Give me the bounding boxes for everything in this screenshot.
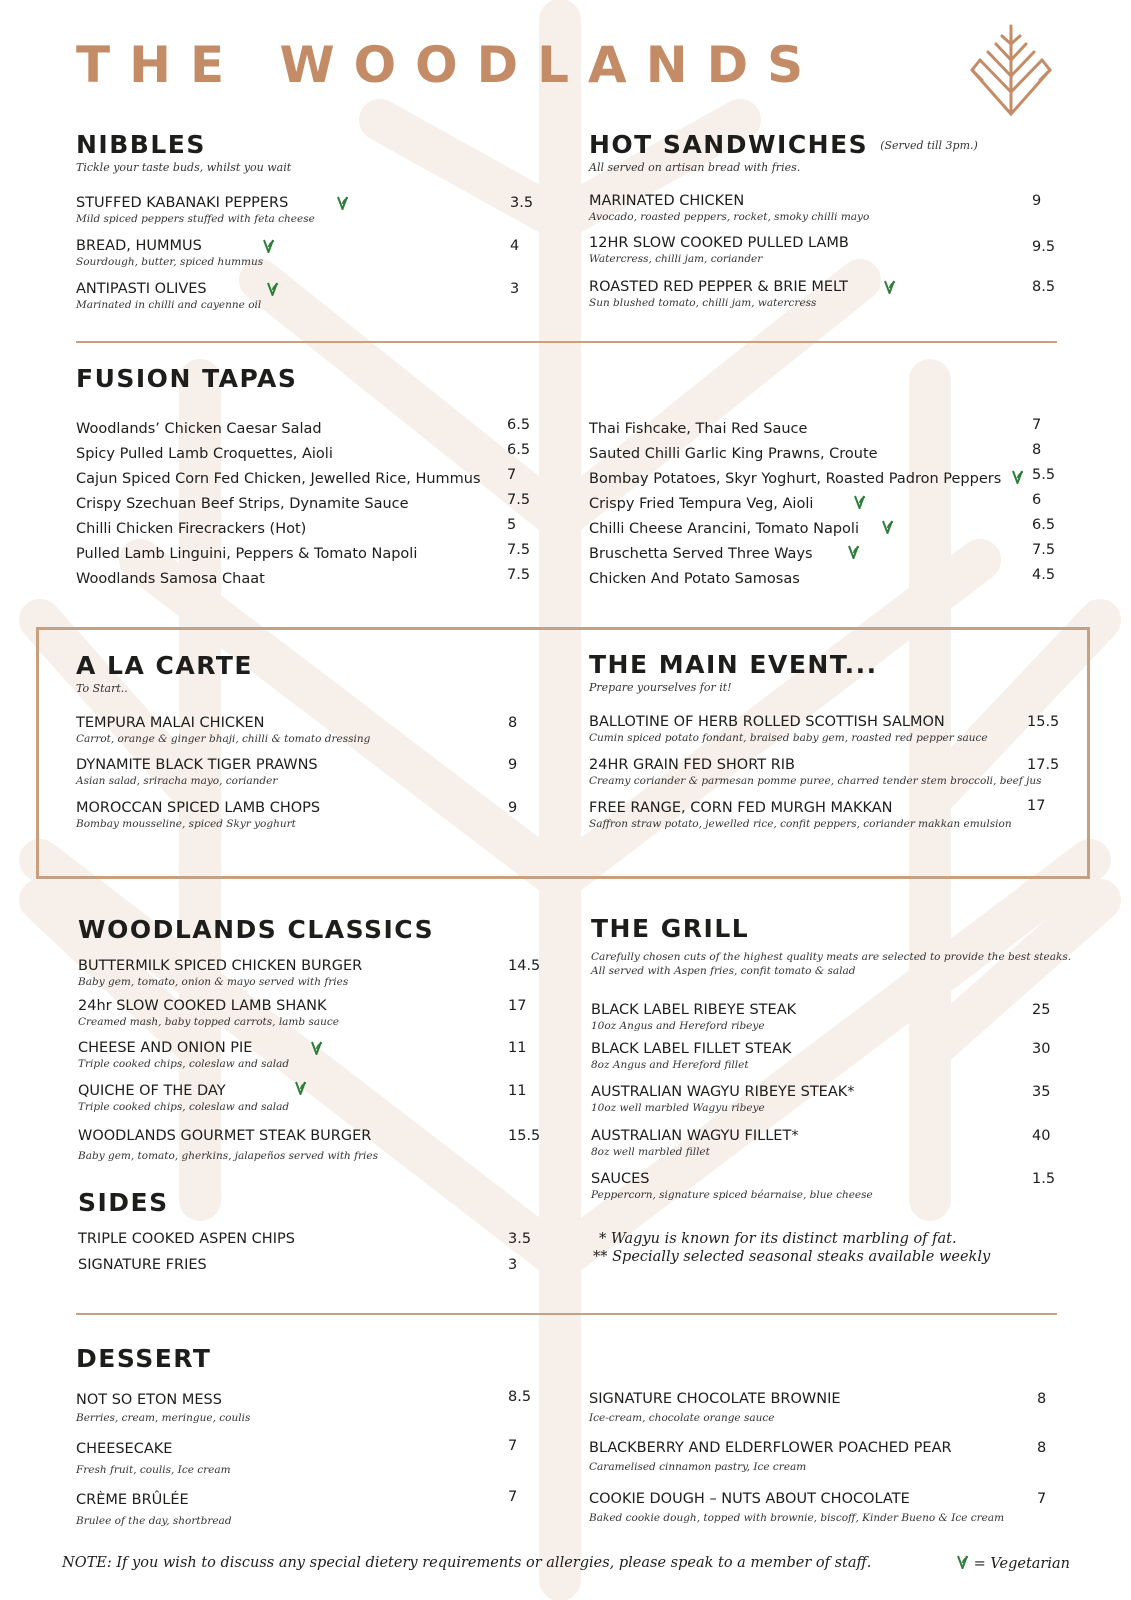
item-desc: Sourdough, butter, spiced hummus xyxy=(76,255,264,268)
item-desc: Cumin spiced potato fondant, braised baby gem, roasted red pepper sauce xyxy=(589,731,988,744)
menu-item xyxy=(78,1258,538,1274)
item-desc: Caramelised cinnamon pastry, Ice cream xyxy=(589,1460,807,1473)
item-desc: Triple cooked chips, coleslaw and salad xyxy=(78,1100,290,1113)
item-desc: Bombay mousseline, spiced Skyr yoghurt xyxy=(76,817,296,830)
item-desc: Fresh fruit, coulis, Ice cream xyxy=(76,1463,231,1476)
item-desc: 8oz Angus and Hereford fillet xyxy=(591,1058,749,1071)
item-price: 6.5 xyxy=(507,417,531,433)
menu-item xyxy=(591,1042,1061,1071)
menu-item xyxy=(76,239,534,268)
section-title: NIBBLES xyxy=(76,130,206,159)
item-name: Chilli Cheese Arancini, Tomato Napoli xyxy=(589,521,859,537)
item-name: SAUCES xyxy=(591,1171,650,1187)
item-price: 40 xyxy=(1032,1128,1051,1144)
item-name: FREE RANGE, CORN FED MURGH MAKKAN xyxy=(589,800,893,816)
item-price: 8.5 xyxy=(1032,279,1056,295)
section-title: WOODLANDS CLASSICS xyxy=(78,915,435,944)
item-price: 30 xyxy=(1032,1041,1051,1057)
item-price: 7.5 xyxy=(507,492,531,508)
menu-item xyxy=(591,1003,1061,1032)
item-price: 17.5 xyxy=(1027,757,1060,773)
menu-item xyxy=(78,1084,538,1113)
item-desc: Peppercorn, signature spiced béarnaise, blue cheese xyxy=(591,1188,873,1201)
item-price: 3 xyxy=(510,281,520,297)
menu-item xyxy=(589,798,1071,830)
veg-leaf-icon xyxy=(956,1555,969,1569)
item-name: BLACK LABEL FILLET STEAK xyxy=(591,1041,792,1057)
item-price: 5.5 xyxy=(1032,467,1056,483)
item-price: 7 xyxy=(507,467,517,483)
item-price: 8 xyxy=(1037,1391,1047,1407)
menu-item xyxy=(589,280,1057,309)
item-price: 6.5 xyxy=(507,442,531,458)
item-name: DYNAMITE BLACK TIGER PRAWNS xyxy=(76,757,318,773)
menu-item xyxy=(76,801,534,830)
tapas-item xyxy=(589,543,1057,563)
menu-item xyxy=(76,758,534,787)
item-price: 8 xyxy=(508,715,518,731)
item-price: 6 xyxy=(1032,492,1042,508)
item-price: 9.5 xyxy=(1032,239,1056,255)
item-name: SIGNATURE CHOCOLATE BROWNIE xyxy=(589,1391,841,1407)
footnote-line: * Wagyu is known for its distinct marbling of fat. xyxy=(599,1231,957,1247)
section-divider xyxy=(76,341,1057,343)
item-name: BLACK LABEL RIBEYE STEAK xyxy=(591,1002,797,1018)
item-desc: Berries, cream, meringue, coulis xyxy=(76,1411,251,1424)
item-desc: Ice-cream, chocolate orange sauce xyxy=(589,1411,775,1424)
item-name: Woodlands Samosa Chaat xyxy=(76,571,265,587)
item-price: 17 xyxy=(1027,798,1046,814)
veg-leaf-icon xyxy=(847,545,860,559)
item-price: 14.5 xyxy=(508,958,541,974)
menu-item xyxy=(589,1441,1059,1473)
item-price: 35 xyxy=(1032,1084,1051,1100)
menu-item xyxy=(78,1041,538,1070)
item-price: 11 xyxy=(508,1083,527,1099)
item-desc: Baby gem, tomato, onion & mayo served with fries xyxy=(78,975,349,988)
wagyu-footnote xyxy=(593,1230,990,1266)
menu-item xyxy=(78,1128,541,1162)
item-desc: 10oz well marbled Wagyu ribeye xyxy=(591,1101,765,1114)
menu-item xyxy=(589,1492,1059,1524)
menu-item xyxy=(76,1389,536,1424)
section-subtitle: All served on artisan bread with fries. xyxy=(589,161,801,174)
item-price: 9 xyxy=(508,757,518,773)
item-name: MOROCCAN SPICED LAMB CHOPS xyxy=(76,800,321,816)
veg-leaf-icon xyxy=(262,239,275,253)
veg-leaf-icon xyxy=(883,280,896,294)
item-price: 1.5 xyxy=(1032,1171,1056,1187)
section-subtitle: Prepare yourselves for it! xyxy=(589,681,732,694)
veg-legend xyxy=(956,1555,1070,1572)
tapas-item xyxy=(76,568,534,588)
menu-item xyxy=(591,1085,1061,1114)
item-name: Cajun Spiced Corn Fed Chicken, Jewelled Rice, Hummus xyxy=(76,471,481,487)
item-desc: Avocado, roasted peppers, rocket, smoky chilli mayo xyxy=(589,210,870,223)
item-price: 7 xyxy=(508,1438,518,1454)
item-price: 7 xyxy=(1037,1491,1047,1507)
item-price: 3 xyxy=(508,1257,518,1273)
veg-leaf-icon xyxy=(1011,470,1024,484)
item-price: 7 xyxy=(508,1489,518,1505)
menu-item xyxy=(589,758,1071,787)
item-name: Crispy Fried Tempura Veg, Aioli xyxy=(589,496,814,512)
menu-item xyxy=(76,716,534,745)
menu-item xyxy=(591,1129,1061,1158)
allergy-note: NOTE: If you wish to discuss any special dietery requirements or allergies, please speak to a member of staff. xyxy=(62,1555,872,1571)
menu-item xyxy=(78,1232,538,1248)
serving-note: (Served till 3pm.) xyxy=(880,139,978,152)
veg-leaf-icon xyxy=(853,495,866,509)
item-desc: Mild spiced peppers stuffed with feta cheese xyxy=(76,212,315,225)
menu-item xyxy=(589,715,1071,744)
menu-item xyxy=(76,1489,536,1527)
item-desc: Marinated in chilli and cayenne oil xyxy=(76,298,262,311)
item-name: BLACKBERRY AND ELDERFLOWER POACHED PEAR xyxy=(589,1440,952,1456)
item-name: Crispy Szechuan Beef Strips, Dynamite Sauce xyxy=(76,496,409,512)
item-name: COOKIE DOUGH – NUTS ABOUT CHOCOLATE xyxy=(589,1491,910,1507)
tree-logo-icon xyxy=(964,22,1058,118)
menu-item xyxy=(589,1392,1059,1424)
item-name: QUICHE OF THE DAY xyxy=(78,1083,226,1099)
hot-sandwiches-section xyxy=(589,132,1057,322)
menu-item xyxy=(589,236,1057,265)
veg-leaf-icon xyxy=(336,196,349,210)
section-title: A LA CARTE xyxy=(76,651,253,680)
item-price: 25 xyxy=(1032,1002,1051,1018)
item-price: 17 xyxy=(508,998,527,1014)
item-desc: Saffron straw potato, jewelled rice, confit peppers, coriander makkan emulsion xyxy=(589,817,1012,830)
veg-leaf-icon xyxy=(294,1081,307,1095)
item-name: CHEESECAKE xyxy=(76,1441,173,1457)
item-name: Chilli Chicken Firecrackers (Hot) xyxy=(76,521,307,537)
tapas-item xyxy=(76,493,534,513)
tapas-item xyxy=(76,418,534,438)
veg-marker xyxy=(853,493,866,512)
veg-marker xyxy=(881,518,894,537)
item-price: 4.5 xyxy=(1032,567,1056,583)
item-name: TRIPLE COOKED ASPEN CHIPS xyxy=(78,1231,295,1247)
item-name: CRÈME BRÛLÉE xyxy=(76,1492,189,1508)
veg-leaf-icon xyxy=(310,1041,323,1055)
item-price: 8 xyxy=(1032,442,1042,458)
section-title: THE MAIN EVENT... xyxy=(589,650,878,679)
veg-marker xyxy=(1011,468,1024,487)
tapas-item xyxy=(76,468,534,488)
tapas-item xyxy=(589,518,1057,538)
item-name: NOT SO ETON MESS xyxy=(76,1392,222,1408)
item-name: 24hr SLOW COOKED LAMB SHANK xyxy=(78,998,327,1014)
item-price: 6.5 xyxy=(1032,517,1056,533)
main-event-section xyxy=(589,652,1071,852)
footnote-line: ** Specially selected seasonal steaks available weekly xyxy=(593,1249,991,1266)
grill-section xyxy=(591,914,1072,1266)
item-name: Bruschetta Served Three Ways xyxy=(589,546,813,562)
item-name: Woodlands’ Chicken Caesar Salad xyxy=(76,421,322,437)
nibbles-section xyxy=(76,132,534,322)
item-desc: Triple cooked chips, coleslaw and salad xyxy=(78,1057,290,1070)
item-desc: Brulee of the day, shortbread xyxy=(76,1514,232,1527)
item-name: BALLOTINE OF HERB ROLLED SCOTTISH SALMON xyxy=(589,714,945,730)
item-name: BUTTERMILK SPICED CHICKEN BURGER xyxy=(78,958,363,974)
veg-marker xyxy=(847,543,860,562)
item-desc: 8oz well marbled fillet xyxy=(591,1145,710,1158)
item-name: Sauted Chilli Garlic King Prawns, Croute xyxy=(589,446,878,462)
item-price: 7 xyxy=(1032,417,1042,433)
tapas-item xyxy=(589,418,1057,438)
item-price: 15.5 xyxy=(1027,714,1060,730)
item-name: AUSTRALIAN WAGYU FILLET* xyxy=(591,1128,799,1144)
section-title: DESSERT xyxy=(76,1344,212,1373)
item-name: Chicken And Potato Samosas xyxy=(589,571,800,587)
menu-item xyxy=(591,1172,1061,1201)
item-name: Bombay Potatoes, Skyr Yoghurt, Roasted Padron Peppers xyxy=(589,471,1002,487)
a-la-carte-section xyxy=(76,653,534,853)
item-desc: Baked cookie dough, topped with brownie, biscoff, Kinder Bueno & Ice cream xyxy=(589,1511,1005,1524)
item-desc: Sun blushed tomato, chilli jam, watercress xyxy=(589,296,817,309)
item-price: 9 xyxy=(1032,193,1042,209)
item-name: CHEESE AND ONION PIE xyxy=(78,1040,253,1056)
section-title: THE GRILL xyxy=(591,914,750,943)
section-subtitle: To Start.. xyxy=(76,682,128,695)
item-price: 7.5 xyxy=(507,567,531,583)
menu-item xyxy=(78,999,538,1028)
menu-item xyxy=(76,1438,536,1476)
section-subtitle: Carefully chosen cuts of the highest quality meats are selected to provide the best steaks. xyxy=(591,951,1072,963)
item-price: 3.5 xyxy=(508,1231,532,1247)
item-price: 3.5 xyxy=(510,195,534,211)
item-price: 5 xyxy=(507,517,517,533)
menu-item xyxy=(76,196,534,225)
veg-legend-label: = Vegetarian xyxy=(973,1556,1070,1572)
tapas-item xyxy=(76,543,534,563)
item-name: 24HR GRAIN FED SHORT RIB xyxy=(589,757,795,773)
item-desc: Asian salad, sriracha mayo, coriander xyxy=(76,774,278,787)
section-title: SIDES xyxy=(78,1188,169,1217)
menu-item xyxy=(589,194,1057,223)
item-name: ROASTED RED PEPPER & BRIE MELT xyxy=(589,279,848,295)
tapas-right-list xyxy=(589,418,1057,598)
item-name: Pulled Lamb Linguini, Peppers & Tomato Napoli xyxy=(76,546,418,562)
menu-item xyxy=(78,958,541,988)
section-subtitle: Tickle your taste buds, whilst you wait xyxy=(76,161,292,174)
item-name: MARINATED CHICKEN xyxy=(589,193,745,209)
item-desc: Carrot, orange & ginger bhaji, chilli & tomato dressing xyxy=(76,732,371,745)
item-name: AUSTRALIAN WAGYU RIBEYE STEAK* xyxy=(591,1084,855,1100)
item-name: STUFFED KABANAKI PEPPERS xyxy=(76,195,289,211)
item-name: Spicy Pulled Lamb Croquettes, Aioli xyxy=(76,446,333,462)
section-title: FUSION TAPAS xyxy=(76,364,298,393)
brand-title: THE WOODLANDS xyxy=(76,36,823,94)
tapas-item xyxy=(76,518,534,538)
item-price: 7.5 xyxy=(507,542,531,558)
item-price: 7.5 xyxy=(1032,542,1056,558)
section-subtitle-2: All served with Aspen fries, confit tomato & salad xyxy=(591,965,856,978)
veg-leaf-icon xyxy=(266,282,279,296)
tapas-item xyxy=(589,568,1057,588)
item-name: TEMPURA MALAI CHICKEN xyxy=(76,715,265,731)
item-price: 11 xyxy=(508,1040,527,1056)
item-desc: 10oz Angus and Hereford ribeye xyxy=(591,1019,765,1032)
item-price: 8 xyxy=(1037,1440,1047,1456)
item-name: 12HR SLOW COOKED PULLED LAMB xyxy=(589,235,849,251)
section-title: HOT SANDWICHES xyxy=(589,130,869,159)
sides-section xyxy=(78,1190,538,1280)
menu-item xyxy=(76,282,534,311)
item-name: Thai Fishcake, Thai Red Sauce xyxy=(589,421,808,437)
item-name: SIGNATURE FRIES xyxy=(78,1257,207,1273)
item-price: 4 xyxy=(510,238,520,254)
item-desc: Creamed mash, baby topped carrots, lamb sauce xyxy=(78,1015,339,1028)
dessert-right-list xyxy=(589,1392,1059,1542)
tapas-item xyxy=(589,443,1057,463)
tapas-left-list xyxy=(76,418,534,598)
classics-section xyxy=(78,915,541,1177)
item-name: WOODLANDS GOURMET STEAK BURGER xyxy=(78,1128,372,1144)
tapas-item xyxy=(589,468,1057,488)
tapas-item xyxy=(76,443,534,463)
item-name: BREAD, HUMMUS xyxy=(76,238,202,254)
item-price: 15.5 xyxy=(508,1128,541,1144)
item-name: ANTIPASTI OLIVES xyxy=(76,281,207,297)
section-divider xyxy=(76,1313,1057,1315)
item-desc: Watercress, chilli jam, coriander xyxy=(589,252,763,265)
item-desc: Baby gem, tomato, gherkins, jalapeños served with fries xyxy=(78,1149,379,1162)
tapas-item xyxy=(589,493,1057,513)
dessert-left-list xyxy=(76,1389,536,1543)
item-price: 8.5 xyxy=(508,1389,532,1405)
item-desc: Creamy coriander & parmesan pomme puree, charred tender stem broccoli, beef jus xyxy=(589,774,1042,787)
veg-leaf-icon xyxy=(881,520,894,534)
item-price: 9 xyxy=(508,800,518,816)
